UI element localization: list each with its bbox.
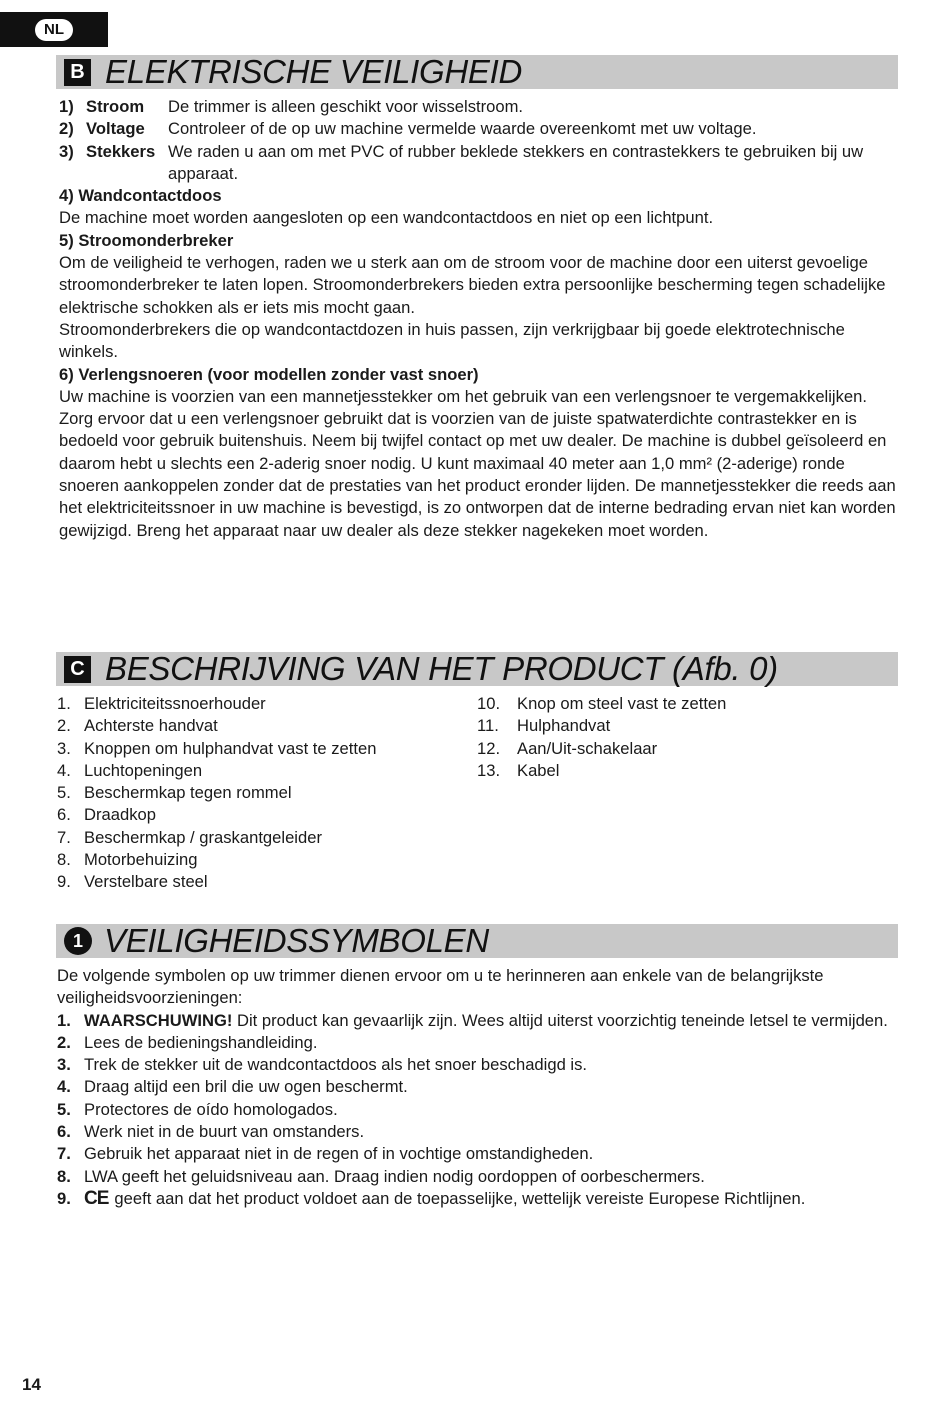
- list-item: 1. WAARSCHUWING! Dit product kan gevaarlijk zijn. Wees altijd uiterst voorzichtig teneinde letsel te vermijden.: [57, 1010, 888, 1030]
- paragraph: De volgende symbolen op uw trimmer dienen ervoor om u te herinneren aan enkele van de belangrijkste veiligheidsvoorzieningen:: [57, 966, 824, 1008]
- list-item: 12. Aan/Uit-schakelaar: [477, 738, 658, 758]
- page-number: 14: [22, 1375, 41, 1394]
- list-item: 8. LWA geeft het geluidsniveau aan. Draag indien nodig oordoppen of oorbeschermers.: [57, 1166, 705, 1186]
- list-item: 2. Lees de bedieningshandleiding.: [57, 1032, 318, 1052]
- list-item: 4. Luchtopeningen: [57, 760, 203, 780]
- list-item: 7. Gebruik het apparaat niet in de regen of in vochtige omstandigheden.: [57, 1144, 594, 1164]
- subheading-wandcontactdoos: 4) Wandcontactdoos: [59, 186, 222, 206]
- list-item: 2) Voltage Controleer of de op uw machine vermelde waarde overeenkomt met uw voltage.: [59, 119, 757, 139]
- list-item: 9. CE geeft aan dat het product voldoet aan de toepasselijke, wettelijk vereiste Europese Richtlijnen.: [57, 1187, 806, 1209]
- section-c-header: [56, 649, 898, 687]
- section-c-title: BESCHRIJVING VAN HET PRODUCT (Afb. 0): [105, 649, 778, 687]
- section-b-body: [59, 96, 899, 542]
- section-c-letter: C: [64, 656, 91, 683]
- section-1-number: 1: [64, 927, 92, 955]
- list-item: 10. Knop om steel vast te zetten: [477, 694, 727, 713]
- list-item: 3. Knoppen om hulphandvat vast te zetten: [57, 738, 377, 758]
- section-1-title: VEILIGHEIDSSYMBOLEN: [104, 921, 489, 959]
- section-1-body: [57, 965, 897, 1210]
- language-label: NL: [35, 19, 73, 41]
- list-item: 11. Hulphandvat: [477, 716, 611, 736]
- section-b-title: ELEKTRISCHE VEILIGHEID: [105, 52, 523, 90]
- list-item: 1) Stroom De trimmer is alleen geschikt voor wisselstroom.: [59, 97, 524, 116]
- parts-column-1: [57, 693, 477, 894]
- list-item: 5. Protectores de oído homologados.: [57, 1099, 338, 1119]
- parts-column-2: [477, 693, 897, 894]
- language-tab: [0, 12, 108, 47]
- paragraph: Uw machine is voorzien van een mannetjesstekker om het gebruik van een verlengsnoer te vergemakkelijken. Zorg ervoor dat u een verlengsnoer gebruikt dat is voorzien van de juiste spatwaterdichte contrastekker en is bedoeld voor gebruik buitenshuis. Neem bij twijfel contact op met uw dealer. De machine is dubbel geïsoleerd en daarom hebt u slechts een 2-aderig snoer nodig. U kunt maximaal 40 meter aan 1,0 mm² (2-aderige) ronde snoeren aankoppelen zonder dat de prestaties van het product eronder lijden. De mannetjesstekker die reeds aan het elektriciteitssnoer in uw machine is bevestigd, is zo ontworpen dat de interne bedrading ervan niet kan worden gewijzigd. Breng het apparaat naar uw dealer als deze stekker nagekeken moet worden.: [59, 386, 896, 540]
- list-item: 2. Achterste handvat: [57, 716, 218, 736]
- list-item: 3. Trek de stekker uit de wandcontactdoos als het snoer beschadigd is.: [57, 1055, 588, 1075]
- list-item: 8. Motorbehuizing: [57, 850, 198, 870]
- paragraph: Stroomonderbrekers die op wandcontactdozen in huis passen, zijn verkrijgbaar bij goede elektrotechnische winkels.: [59, 319, 845, 362]
- list-item: 6. Draadkop: [57, 805, 156, 825]
- list-item: 5. Beschermkap tegen rommel: [57, 783, 292, 803]
- product-parts-list: [57, 693, 897, 894]
- list-item: 6. Werk niet in de buurt van omstanders.: [57, 1122, 365, 1142]
- section-b-letter: B: [64, 59, 91, 86]
- list-item: 1. Elektriciteitssnoerhouder: [57, 694, 266, 713]
- paragraph: De machine moet worden aangesloten op een wandcontactdoos en niet op een lichtpunt.: [59, 208, 714, 228]
- subheading-verlengsnoeren: 6) Verlengsnoeren (voor modellen zonder vast snoer): [59, 364, 479, 384]
- paragraph: Om de veiligheid te verhogen, raden we u sterk aan om de stroom voor de machine door een uiterst gevoelige stroomonderbreker te laten lopen. Stroomonderbrekers bieden extra persoonlijke bescherming tegen schadelijke elektrische schokken als er iets mis mocht gaan.: [59, 253, 886, 317]
- ce-mark-icon: CE: [84, 1187, 109, 1209]
- list-item: 4. Draag altijd een bril die uw ogen beschermt.: [57, 1077, 408, 1097]
- section-1-header: [56, 921, 898, 959]
- list-item: 13. Kabel: [477, 760, 560, 780]
- list-item: 7. Beschermkap / graskantgeleider: [57, 827, 322, 847]
- list-item: 9. Verstelbare steel: [57, 872, 208, 892]
- subheading-stroomonderbreker: 5) Stroomonderbreker: [59, 230, 234, 250]
- warning-label: WAARSCHUWING!: [84, 1010, 233, 1030]
- section-b-header: [56, 52, 898, 90]
- list-item: 3) Stekkers We raden u aan om met PVC of rubber beklede stekkers en contrastekkers te gebruiken bij uw apparaat.: [59, 141, 864, 183]
